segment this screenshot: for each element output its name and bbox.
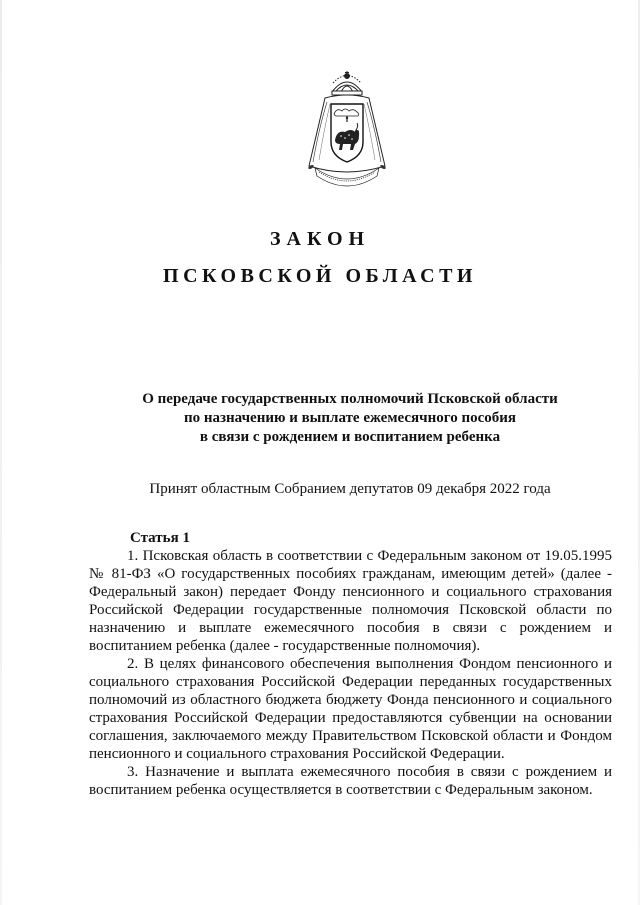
- article-heading: Статья 1: [130, 530, 190, 546]
- law-subject: [88, 390, 612, 447]
- scan-edge-left: [0, 0, 2, 905]
- pskov-coat-of-arms-emblem: [297, 68, 397, 196]
- law-subject-line: О передаче государственных полномочий Псковской области: [142, 391, 558, 407]
- article-body: [89, 547, 612, 799]
- law-subject-line: в связи с рождением и воспитанием ребенка: [199, 429, 501, 445]
- law-subject-line: по назначению и выплате ежемесячного пособия: [183, 410, 517, 426]
- article-paragraph: 3. Назначение и выплата ежемесячного пособия в связи с рождением и воспитанием ребенка осуществляется в соответствии с Федеральным законом.: [89, 764, 612, 798]
- article-paragraph: 2. В целях финансового обеспечения выполнения Фондом пенсионного и социального страхования Российской Федерации переданных государственных полномочий из областного бюджета бюджету Фонда пенсионного и социального страхования Российской Федерации предоставляются субвенции на основании соглашения, заключаемого между Правительством Псковской области и Фондом пенсионного и социального страхования Российской Федерации.: [89, 656, 612, 762]
- adoption-statement: Принят областным Собранием депутатов 09 декабря 2022 года: [149, 481, 551, 497]
- law-region: ПСКОВСКОЙ ОБЛАСТИ: [163, 265, 477, 287]
- article-paragraph: 1. Псковская область в соответствии с Федеральным законом от 19.05.1995 № 81-ФЗ «О государственных пособиях гражданам, имеющим детей» (далее - Федеральный закон) передает Фонду пенсионного и социального страхования Российской Федерации государственные полномочия Псковской области по назначению и выплате ежемесячного пособия в связи с рождением и воспитанием ребенка (далее - государственные полномочия).: [89, 548, 612, 654]
- law-title: ЗАКОН: [269, 228, 371, 250]
